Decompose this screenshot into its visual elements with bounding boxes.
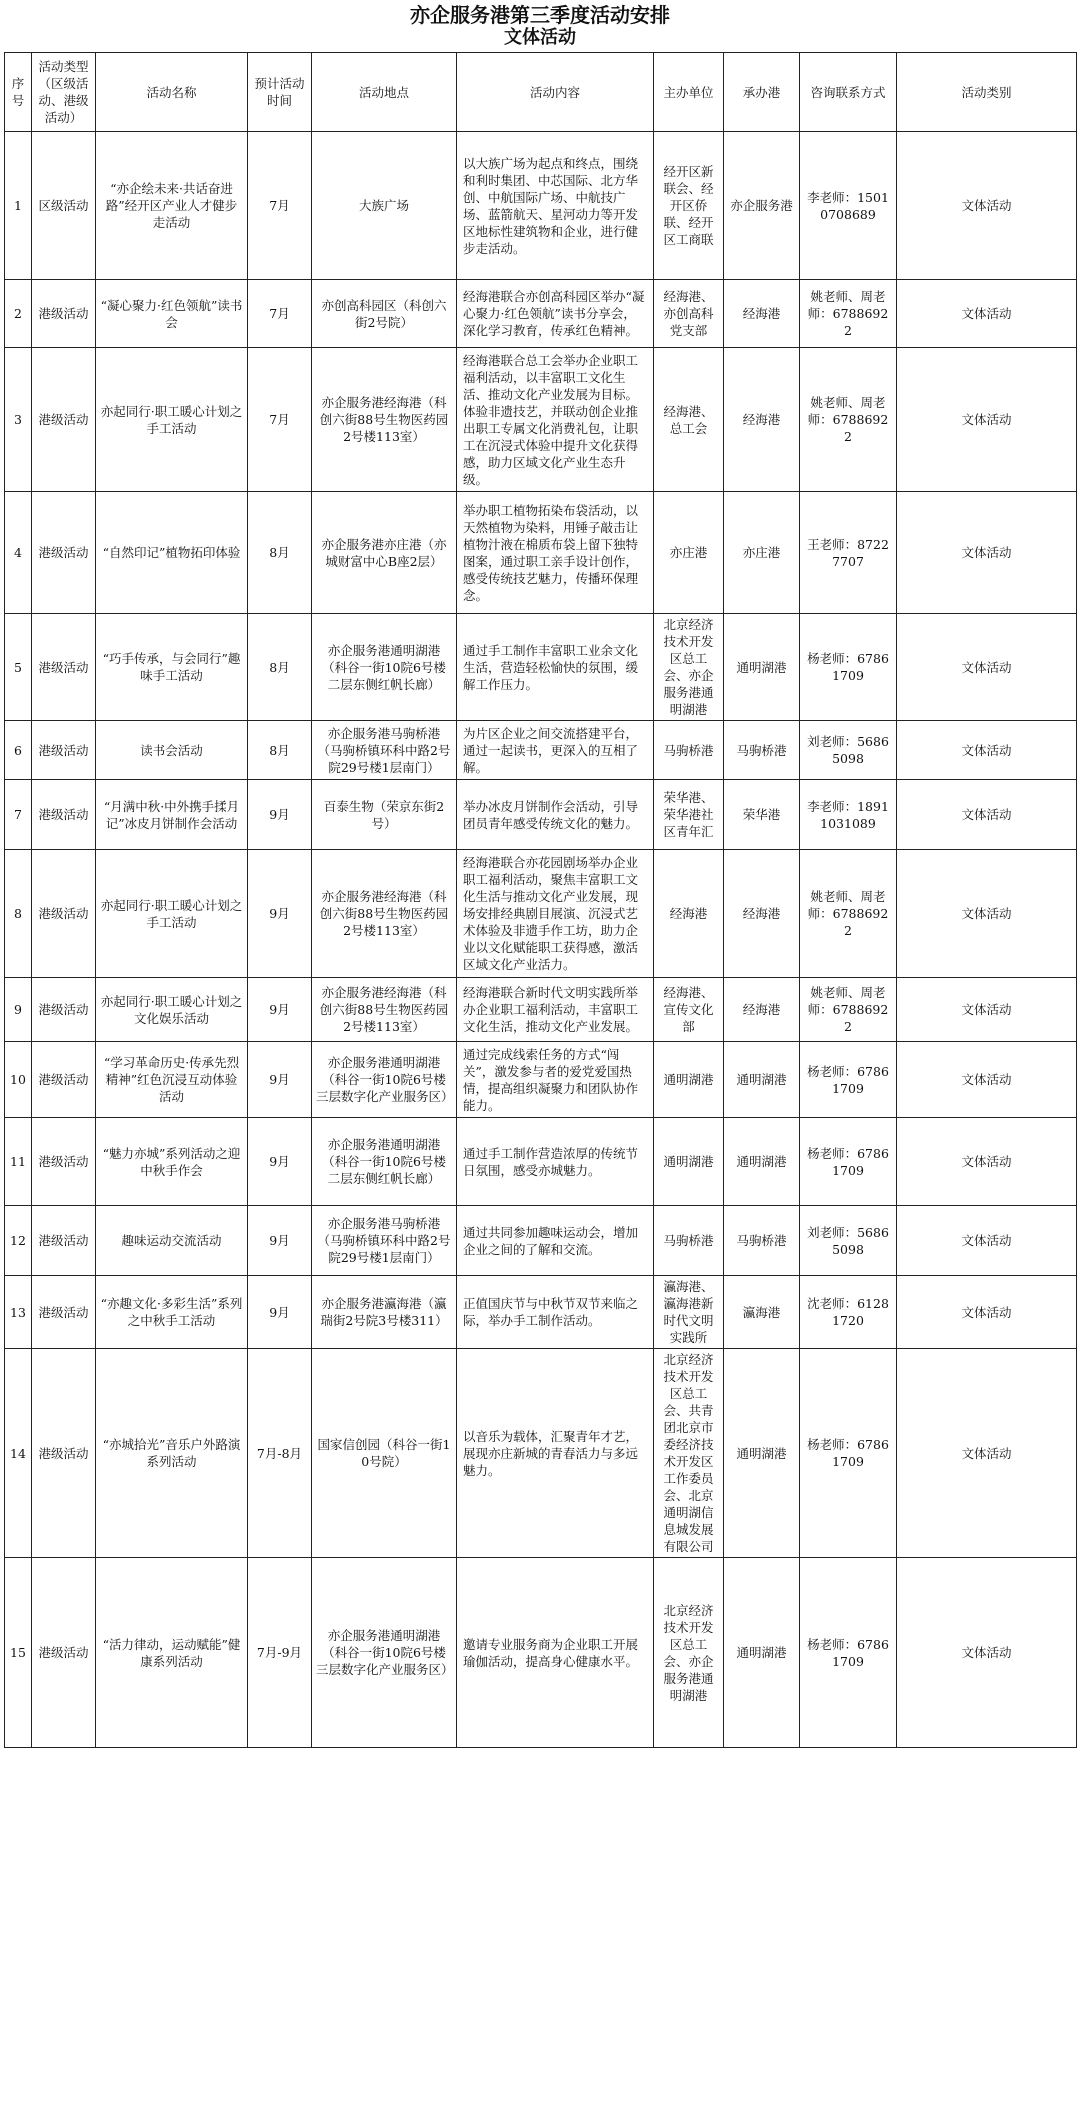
- cell-host: 通明湖港: [654, 1042, 724, 1118]
- cell-content: 经海港联合总工会举办企业职工福利活动，以丰富职工文化生活、推动文化产业发展为目标。体验非遗技艺，并联动创企业推出职工专属文化消费礼包，让职工在沉浸式体验中提升文化获得感，助力区域文化产业生态升级。: [457, 348, 654, 492]
- header-no: 序号: [5, 53, 32, 132]
- header-place: 活动地点: [312, 53, 457, 132]
- cell-time: 7月: [248, 132, 312, 280]
- cell-place: 百泰生物（荣京东街2号）: [312, 780, 457, 850]
- cell-content: 通过完成线索任务的方式“闯关”，激发参与者的爱党爱国热情，提高组织凝聚力和团队协作能力。: [457, 1042, 654, 1118]
- cell-content: 为片区企业之间交流搭建平台，通过一起读书，更深入的互相了解。: [457, 721, 654, 780]
- cell-no: 1: [5, 132, 32, 280]
- cell-name: “亦城拾光”音乐户外路演系列活动: [96, 1349, 248, 1558]
- cell-name: 亦起同行·职工暖心计划之手工活动: [96, 348, 248, 492]
- table-row: [5, 132, 1077, 280]
- header-name: 活动名称: [96, 53, 248, 132]
- cell-category: 文体活动: [897, 850, 1077, 978]
- cell-host: 北京经济技术开发区总工会、共青团北京市委经济技术开发区工作委员会、北京通明湖信息城发展有限公司: [654, 1349, 724, 1558]
- table-row: [5, 1042, 1077, 1118]
- cell-type: 港级活动: [32, 1349, 96, 1558]
- cell-category: 文体活动: [897, 1276, 1077, 1349]
- cell-no: 14: [5, 1349, 32, 1558]
- cell-host: 马驹桥港: [654, 721, 724, 780]
- cell-no: 2: [5, 280, 32, 348]
- table-row: [5, 1349, 1077, 1558]
- title-block: [0, 0, 1080, 52]
- cell-contact: 刘老师：56865098: [800, 1206, 897, 1276]
- cell-host: 经海港: [654, 850, 724, 978]
- cell-port: 通明湖港: [724, 1558, 800, 1748]
- cell-type: 港级活动: [32, 978, 96, 1042]
- cell-port: 通明湖港: [724, 1118, 800, 1206]
- cell-no: 8: [5, 850, 32, 978]
- cell-host: 经海港、总工会: [654, 348, 724, 492]
- cell-name: “亦企绘未来·共话奋进路”经开区产业人才健步走活动: [96, 132, 248, 280]
- cell-time: 9月: [248, 780, 312, 850]
- cell-content: 举办职工植物拓染布袋活动，以天然植物为染料，用锤子敲击让植物汁液在棉质布袋上留下独特图案，通过职工亲手设计创作，感受传统技艺魅力，传播环保理念。: [457, 492, 654, 614]
- cell-type: 港级活动: [32, 1118, 96, 1206]
- table-row: [5, 850, 1077, 978]
- header-category: 活动类别: [897, 53, 1077, 132]
- cell-port: 通明湖港: [724, 614, 800, 721]
- cell-host: 经海港、亦创高科党支部: [654, 280, 724, 348]
- cell-type: 港级活动: [32, 1558, 96, 1748]
- cell-content: 经海港联合亦花园剧场举办企业职工福利活动，聚焦丰富职工文化生活与推动文化产业发展，现场安排经典剧目展演、沉浸式艺术体验及非遗手作工坊，助力企业以文化赋能职工获得感，激活区域文化产业活力。: [457, 850, 654, 978]
- cell-port: 瀛海港: [724, 1276, 800, 1349]
- cell-type: 港级活动: [32, 614, 96, 721]
- cell-time: 7月-9月: [248, 1558, 312, 1748]
- cell-type: 港级活动: [32, 1042, 96, 1118]
- table-row: [5, 1206, 1077, 1276]
- cell-no: 4: [5, 492, 32, 614]
- cell-name: 读书会活动: [96, 721, 248, 780]
- cell-category: 文体活动: [897, 780, 1077, 850]
- cell-contact: 李老师：15010708689: [800, 132, 897, 280]
- table-row: [5, 721, 1077, 780]
- cell-name: 亦起同行·职工暖心计划之手工活动: [96, 850, 248, 978]
- cell-contact: 李老师：18911031089: [800, 780, 897, 850]
- cell-place: 亦企服务港通明湖港（科谷一街10院6号楼三层数字化产业服务区）: [312, 1042, 457, 1118]
- cell-contact: 杨老师：67861709: [800, 1042, 897, 1118]
- cell-name: “亦趣文化·多彩生活”系列之中秋手工活动: [96, 1276, 248, 1349]
- cell-type: 港级活动: [32, 348, 96, 492]
- cell-contact: 刘老师：56865098: [800, 721, 897, 780]
- document-title: 亦企服务港第三季度活动安排: [410, 3, 670, 27]
- cell-contact: 杨老师：67861709: [800, 1118, 897, 1206]
- header-contact: 咨询联系方式: [800, 53, 897, 132]
- table-row: [5, 280, 1077, 348]
- cell-category: 文体活动: [897, 1206, 1077, 1276]
- cell-place: 亦企服务港瀛海港（瀛瑞街2号院3号楼311）: [312, 1276, 457, 1349]
- table-row: [5, 492, 1077, 614]
- cell-place: 大族广场: [312, 132, 457, 280]
- cell-type: 港级活动: [32, 1276, 96, 1349]
- table-row: [5, 978, 1077, 1042]
- cell-category: 文体活动: [897, 1042, 1077, 1118]
- cell-name: “学习革命历史·传承先烈精神”红色沉浸互动体验活动: [96, 1042, 248, 1118]
- cell-category: 文体活动: [897, 978, 1077, 1042]
- activity-table: [4, 52, 1077, 1748]
- cell-content: 正值国庆节与中秋节双节来临之际，举办手工制作活动。: [457, 1276, 654, 1349]
- cell-time: 7月: [248, 280, 312, 348]
- cell-host: 瀛海港、瀛海港新时代文明实践所: [654, 1276, 724, 1349]
- cell-time: 9月: [248, 1118, 312, 1206]
- cell-category: 文体活动: [897, 348, 1077, 492]
- cell-port: 亦庄港: [724, 492, 800, 614]
- cell-time: 9月: [248, 850, 312, 978]
- cell-no: 5: [5, 614, 32, 721]
- cell-type: 港级活动: [32, 850, 96, 978]
- table-row: [5, 780, 1077, 850]
- cell-content: 经海港联合亦创高科园区举办“凝心聚力·红色领航”读书分享会，深化学习教育，传承红色精神。: [457, 280, 654, 348]
- cell-category: 文体活动: [897, 132, 1077, 280]
- cell-host: 北京经济技术开发区总工会、亦企服务港通明湖港: [654, 1558, 724, 1748]
- cell-time: 9月: [248, 1042, 312, 1118]
- cell-place: 国家信创园（科谷一街10号院）: [312, 1349, 457, 1558]
- cell-content: 通过手工制作营造浓厚的传统节日氛围，感受亦城魅力。: [457, 1118, 654, 1206]
- cell-content: 经海港联合新时代文明实践所举办企业职工福利活动，丰富职工文化生活，推动文化产业发展。: [457, 978, 654, 1042]
- cell-contact: 姚老师、周老师：67886922: [800, 978, 897, 1042]
- cell-contact: 王老师：87227707: [800, 492, 897, 614]
- cell-type: 港级活动: [32, 721, 96, 780]
- document-subtitle: 文体活动: [504, 27, 576, 48]
- cell-content: 通过手工制作丰富职工业余文化生活，营造轻松愉快的氛围，缓解工作压力。: [457, 614, 654, 721]
- cell-port: 经海港: [724, 348, 800, 492]
- cell-no: 7: [5, 780, 32, 850]
- cell-category: 文体活动: [897, 614, 1077, 721]
- cell-content: 举办冰皮月饼制作会活动，引导团员青年感受传统文化的魅力。: [457, 780, 654, 850]
- cell-port: 马驹桥港: [724, 1206, 800, 1276]
- cell-time: 8月: [248, 721, 312, 780]
- header-time: 预计活动时间: [248, 53, 312, 132]
- cell-content: 以大族广场为起点和终点，围绕和利时集团、中芯国际、北方华创、中航国际广场、中航技广场、蓝箭航天、星河动力等开发区地标性建筑物和企业，进行健步走活动。: [457, 132, 654, 280]
- cell-contact: 姚老师、周老师：67886922: [800, 348, 897, 492]
- cell-contact: 杨老师：67861709: [800, 614, 897, 721]
- cell-host: 经海港、宣传文化部: [654, 978, 724, 1042]
- cell-host: 荣华港、荣华港社区青年汇: [654, 780, 724, 850]
- cell-host: 通明湖港: [654, 1118, 724, 1206]
- cell-place: 亦企服务港通明湖港（科谷一街10院6号楼二层东侧红帆长廊）: [312, 614, 457, 721]
- cell-port: 经海港: [724, 280, 800, 348]
- cell-time: 9月: [248, 1276, 312, 1349]
- cell-port: 荣华港: [724, 780, 800, 850]
- cell-time: 9月: [248, 1206, 312, 1276]
- table-row: [5, 348, 1077, 492]
- cell-contact: 杨老师：67861709: [800, 1558, 897, 1748]
- cell-place: 亦企服务港亦庄港（亦城财富中心B座2层）: [312, 492, 457, 614]
- cell-no: 12: [5, 1206, 32, 1276]
- table-body: [5, 132, 1077, 1748]
- cell-time: 9月: [248, 978, 312, 1042]
- cell-host: 经开区新联会、经开区侨联、经开区工商联: [654, 132, 724, 280]
- cell-content: 以音乐为载体，汇聚青年才艺，展现亦庄新城的青春活力与多远魅力。: [457, 1349, 654, 1558]
- cell-category: 文体活动: [897, 1118, 1077, 1206]
- header-port: 承办港: [724, 53, 800, 132]
- cell-name: “魅力亦城”系列活动之迎中秋手作会: [96, 1118, 248, 1206]
- cell-place: 亦企服务港经海港（科创六街88号生物医药园2号楼113室）: [312, 978, 457, 1042]
- cell-name: “月满中秋·中外携手揉月记”冰皮月饼制作会活动: [96, 780, 248, 850]
- table-row: [5, 1118, 1077, 1206]
- table-row: [5, 1558, 1077, 1748]
- cell-no: 9: [5, 978, 32, 1042]
- cell-name: 趣味运动交流活动: [96, 1206, 248, 1276]
- table-row: [5, 1276, 1077, 1349]
- cell-port: 通明湖港: [724, 1042, 800, 1118]
- cell-category: 文体活动: [897, 721, 1077, 780]
- cell-type: 港级活动: [32, 280, 96, 348]
- cell-contact: 杨老师：67861709: [800, 1349, 897, 1558]
- cell-category: 文体活动: [897, 280, 1077, 348]
- cell-port: 通明湖港: [724, 1349, 800, 1558]
- cell-name: “巧手传承，与会同行”趣味手工活动: [96, 614, 248, 721]
- cell-name: “活力律动，运动赋能”健康系列活动: [96, 1558, 248, 1748]
- cell-type: 港级活动: [32, 780, 96, 850]
- header-type: 活动类型（区级活动、港级活动）: [32, 53, 96, 132]
- cell-no: 10: [5, 1042, 32, 1118]
- cell-time: 7月: [248, 348, 312, 492]
- cell-place: 亦企服务港经海港（科创六街88号生物医药园2号楼113室）: [312, 850, 457, 978]
- cell-place: 亦创高科园区（科创六街2号院）: [312, 280, 457, 348]
- cell-name: 亦起同行·职工暖心计划之文化娱乐活动: [96, 978, 248, 1042]
- cell-contact: 姚老师、周老师：67886922: [800, 280, 897, 348]
- cell-port: 经海港: [724, 978, 800, 1042]
- cell-place: 亦企服务港经海港（科创六街88号生物医药园2号楼113室）: [312, 348, 457, 492]
- cell-no: 13: [5, 1276, 32, 1349]
- cell-time: 8月: [248, 492, 312, 614]
- header-host: 主办单位: [654, 53, 724, 132]
- cell-port: 经海港: [724, 850, 800, 978]
- header-content: 活动内容: [457, 53, 654, 132]
- cell-time: 7月-8月: [248, 1349, 312, 1558]
- cell-category: 文体活动: [897, 1349, 1077, 1558]
- cell-category: 文体活动: [897, 1558, 1077, 1748]
- cell-contact: 沈老师：61281720: [800, 1276, 897, 1349]
- cell-category: 文体活动: [897, 492, 1077, 614]
- cell-host: 亦庄港: [654, 492, 724, 614]
- cell-port: 马驹桥港: [724, 721, 800, 780]
- cell-type: 港级活动: [32, 1206, 96, 1276]
- cell-port: 亦企服务港: [724, 132, 800, 280]
- cell-type: 区级活动: [32, 132, 96, 280]
- cell-no: 11: [5, 1118, 32, 1206]
- cell-type: 港级活动: [32, 492, 96, 614]
- cell-host: 北京经济技术开发区总工会、亦企服务港通明湖港: [654, 614, 724, 721]
- cell-no: 3: [5, 348, 32, 492]
- cell-place: 亦企服务港马驹桥港（马驹桥镇环科中路2号院29号楼1层南门）: [312, 1206, 457, 1276]
- cell-no: 6: [5, 721, 32, 780]
- cell-no: 15: [5, 1558, 32, 1748]
- cell-place: 亦企服务港通明湖港（科谷一街10院6号楼二层东侧红帆长廊）: [312, 1118, 457, 1206]
- cell-place: 亦企服务港通明湖港（科谷一街10院6号楼三层数字化产业服务区）: [312, 1558, 457, 1748]
- cell-host: 马驹桥港: [654, 1206, 724, 1276]
- cell-name: “凝心聚力·红色领航”读书会: [96, 280, 248, 348]
- table-row: [5, 614, 1077, 721]
- cell-contact: 姚老师、周老师：67886922: [800, 850, 897, 978]
- cell-time: 8月: [248, 614, 312, 721]
- header-row: [5, 53, 1077, 132]
- cell-content: 邀请专业服务商为企业职工开展瑜伽活动，提高身心健康水平。: [457, 1558, 654, 1748]
- cell-content: 通过共同参加趣味运动会，增加企业之间的了解和交流。: [457, 1206, 654, 1276]
- cell-place: 亦企服务港马驹桥港（马驹桥镇环科中路2号院29号楼1层南门）: [312, 721, 457, 780]
- cell-name: “自然印记”植物拓印体验: [96, 492, 248, 614]
